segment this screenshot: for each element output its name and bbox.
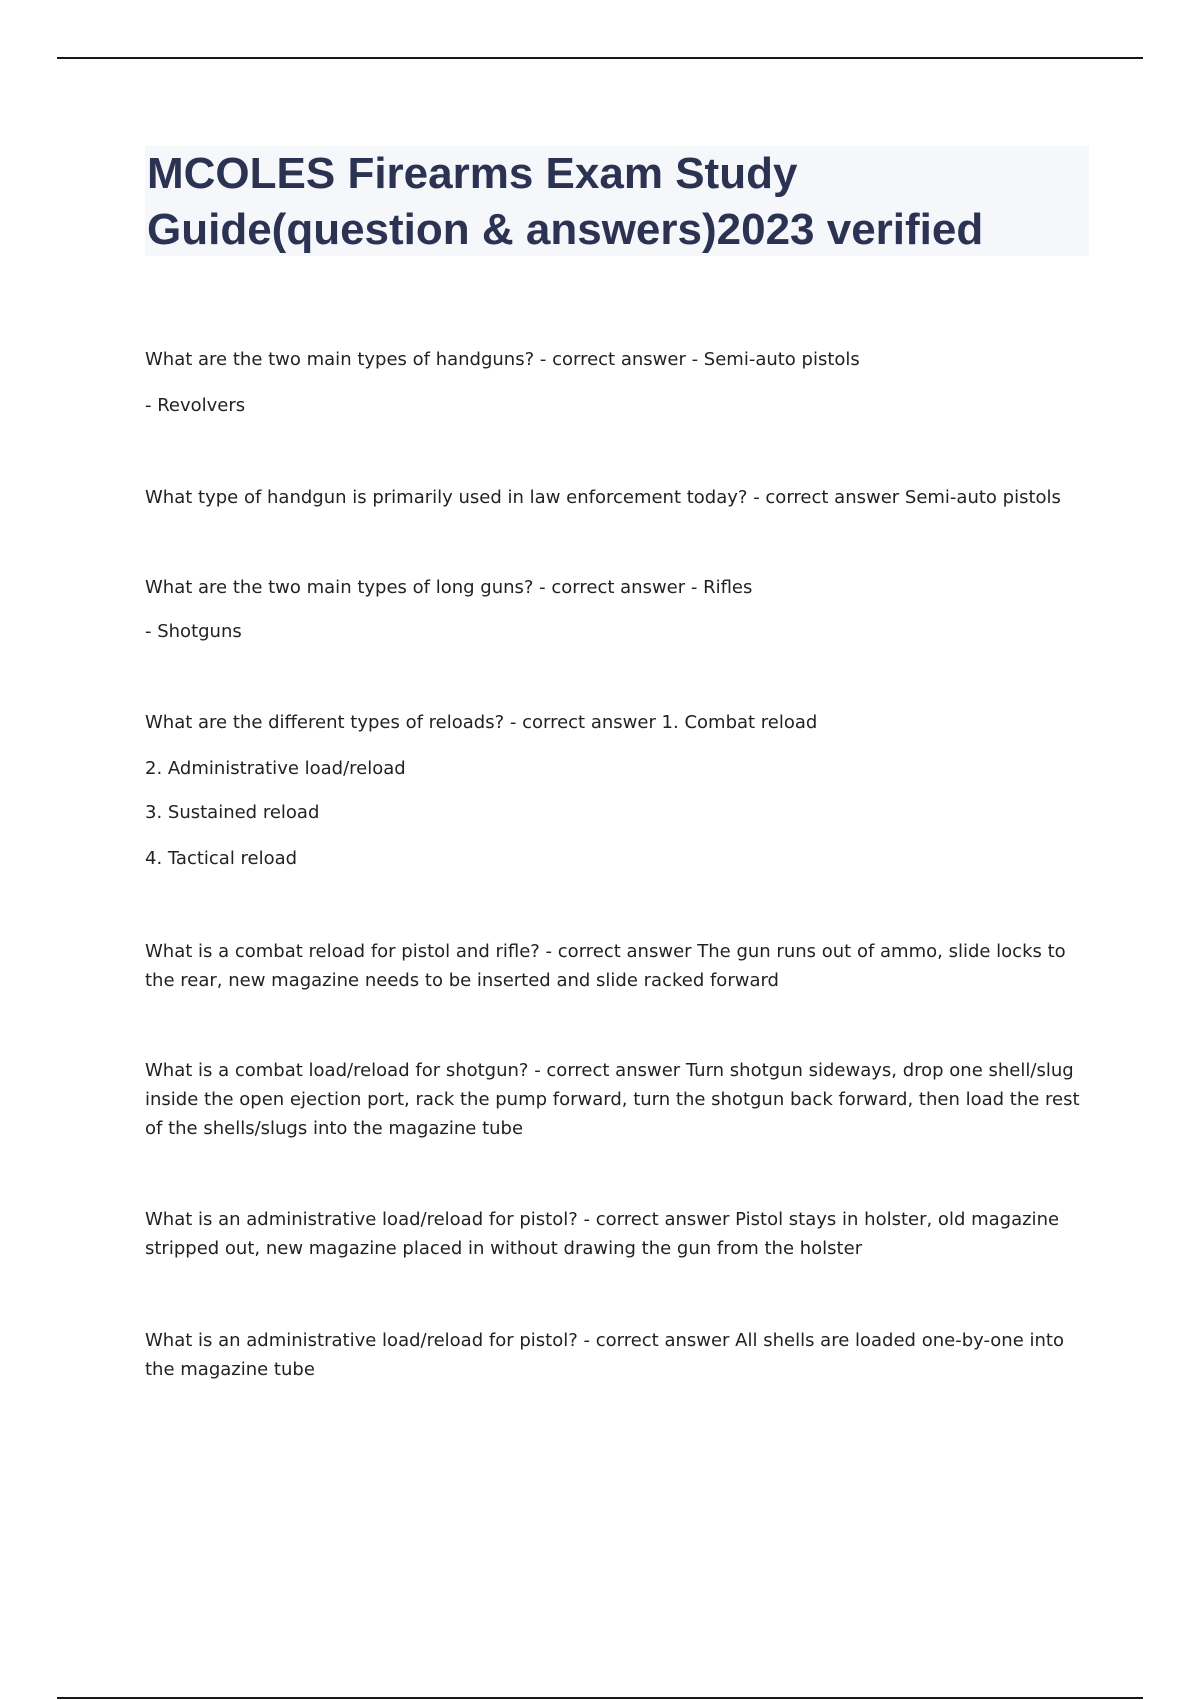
document-title: MCOLES Firearms Exam Study Guide(question & answers)2023 verified <box>147 149 984 254</box>
qa-text: What type of handgun is primarily used in law enforcement today? - correct answer Semi-auto pistols <box>145 487 1061 508</box>
bottom-rule <box>57 1697 1143 1699</box>
qa-text: What is an administrative load/reload for pistol? - correct answer Pistol stays in holster, old magazine stripped out, new magazine placed in without drawing the gun from the holster <box>145 1209 1060 1259</box>
qa-text: What is an administrative load/reload for pistol? - correct answer All shells are loaded one-by-one into the magazine tube <box>145 1330 1064 1380</box>
qa-item <box>145 1205 1090 1263</box>
qa-answer-line: 3. Sustained reload <box>145 802 320 823</box>
qa-answer-line: - Shotguns <box>145 621 242 642</box>
top-rule <box>57 57 1143 59</box>
qa-text: What are the two main types of handguns? - correct answer - Semi-auto pistols <box>145 349 860 370</box>
qa-item <box>145 345 1090 420</box>
qa-item <box>145 573 1090 646</box>
qa-item <box>145 1326 1090 1384</box>
qa-answer-line: 2. Administrative load/reload <box>145 758 406 779</box>
qa-item <box>145 1056 1090 1143</box>
qa-item <box>145 937 1090 995</box>
qa-text: What is a combat reload for pistol and rifle? - correct answer The gun runs out of ammo, slide locks to the rear, new magazine needs to be inserted and slide racked forward <box>145 941 1066 991</box>
qa-item <box>145 708 1090 873</box>
qa-text: What is a combat load/reload for shotgun? - correct answer Turn shotgun sideways, drop one shell/slug inside the open ejection port, rack the pump forward, turn the shotgun back forward, then load the rest of the shells/slugs into the magazine tube <box>145 1060 1080 1139</box>
qa-answer-line: - Revolvers <box>145 395 246 416</box>
qa-text: What are the two main types of long guns? - correct answer - Rifles <box>145 577 753 598</box>
qa-item <box>145 483 1090 512</box>
qa-text: What are the different types of reloads? - correct answer 1. Combat reload <box>145 712 818 733</box>
qa-answer-line: 4. Tactical reload <box>145 848 298 869</box>
